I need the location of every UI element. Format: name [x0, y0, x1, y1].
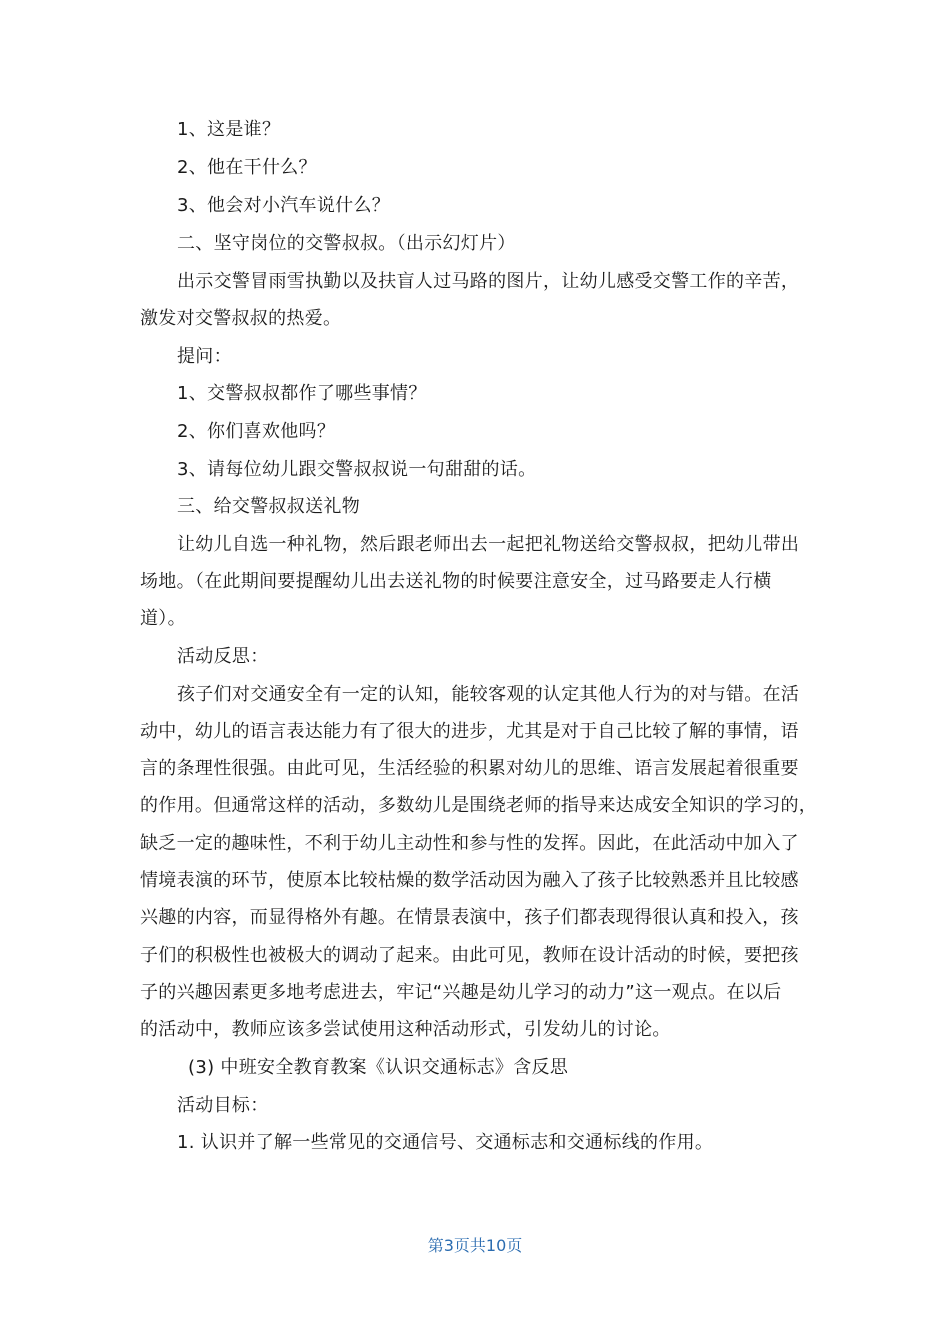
- paragraph-line: 动中，幼儿的语言表达能力有了很大的进步，尤其是对于自己比较了解的事情，语: [140, 721, 799, 742]
- lesson-title: (3) 中班安全教育教案《认识交通标志》含反思: [188, 1057, 569, 1078]
- section-heading-3: 三、给交警叔叔送礼物: [177, 496, 360, 517]
- objectives-heading: 活动目标：: [177, 1095, 269, 1116]
- paragraph-line: 言的条理性很强。由此可见，生活经验的积累对幼儿的思维、语言发展起着很重要: [140, 758, 799, 779]
- paragraph-line: 兴趣的内容，而显得格外有趣。在情景表演中，孩子们都表现得很认真和投入，孩: [140, 907, 799, 928]
- paragraph-line: 的作用。但通常这样的活动，多数幼儿是围绕老师的指导来达成安全知识的学习的，: [140, 795, 818, 816]
- paragraph-line: 缺乏一定的趣味性，不利于幼儿主动性和参与性的发挥。因此，在此活动中加入了: [140, 833, 799, 854]
- question-line: 1、交警叔叔都作了哪些事情？: [177, 383, 427, 404]
- prompt-label: 提问：: [177, 346, 232, 367]
- question-line: 3、请每位幼儿跟交警叔叔说一句甜甜的话。: [177, 459, 537, 480]
- question-doing: 2、他在干什么？: [177, 157, 317, 178]
- paragraph-line: 出示交警冒雨雪执勤以及扶盲人过马路的图片，让幼儿感受交警工作的辛苦，: [177, 271, 800, 292]
- objective-item: 1. 认识并了解一些常见的交通信号、交通标志和交通标线的作用。: [177, 1132, 714, 1153]
- question-say: 3、他会对小汽车说什么？: [177, 195, 391, 216]
- paragraph-line: 子们的积极性也被极大的调动了起来。由此可见，教师在设计活动的时候，要把孩: [140, 945, 799, 966]
- reflection-heading: 活动反思：: [177, 646, 269, 667]
- page-number: 第3页共10页: [427, 1236, 523, 1255]
- paragraph-line: 场地。（在此期间要提醒幼儿出去送礼物的时候要注意安全，过马路要走人行横: [140, 571, 772, 592]
- paragraph-line: 道）。: [140, 608, 186, 629]
- paragraph-line: 让幼儿自选一种礼物，然后跟老师出去一起把礼物送给交警叔叔，把幼儿带出: [177, 534, 800, 555]
- question-who: 1、这是谁？: [177, 119, 281, 140]
- paragraph-line: 子的兴趣因素更多地考虑进去，牢记“兴趣是幼儿学习的动力”这一观点。在以后: [140, 982, 782, 1003]
- section-heading-2: 二、坚守岗位的交警叔叔。（出示幻灯片）: [177, 233, 516, 254]
- paragraph-line: 的活动中，教师应该多尝试使用这种活动形式，引发幼儿的讨论。: [140, 1019, 671, 1040]
- paragraph-line: 情境表演的环节，使原本比较枯燥的数学活动因为融入了孩子比较熟悉并且比较感: [140, 870, 799, 891]
- question-line: 2、你们喜欢他吗？: [177, 421, 336, 442]
- paragraph-line: 激发对交警叔叔的热爱。: [140, 308, 342, 329]
- paragraph-line: 孩子们对交通安全有一定的认知，能较客观的认定其他人行为的对与错。在活: [177, 684, 800, 705]
